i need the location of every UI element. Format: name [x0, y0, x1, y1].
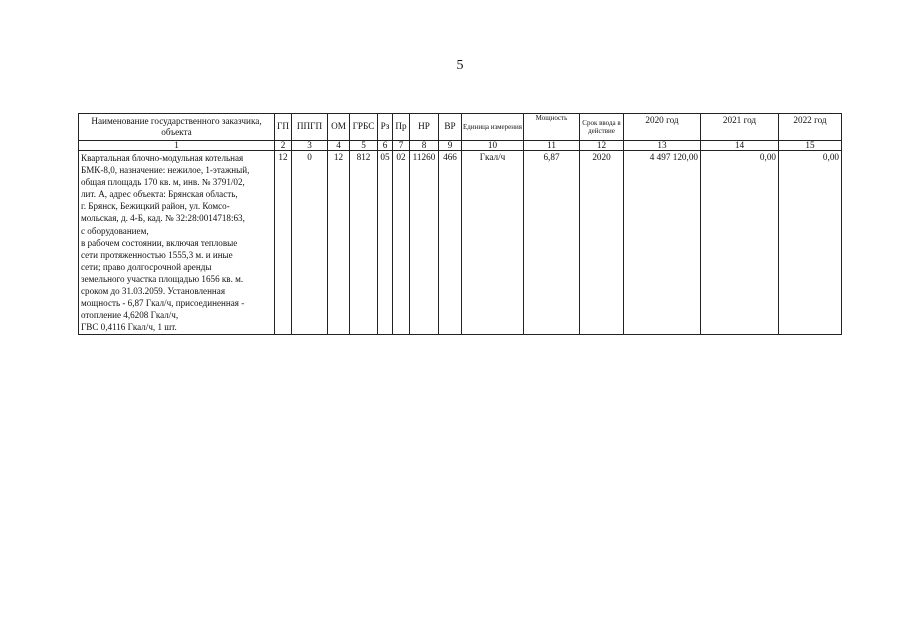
- column-number: 9: [439, 141, 462, 151]
- header-power: Мощность: [524, 114, 580, 141]
- header-unit: Единица измерения: [462, 114, 524, 141]
- cell-nr: 11260: [410, 151, 439, 335]
- cell-ppgp: 0: [292, 151, 328, 335]
- column-number: 14: [701, 141, 779, 151]
- column-number: 15: [779, 141, 842, 151]
- header-name: Наименование государственного заказчика, объекта: [79, 114, 275, 141]
- cell-commissioning: 2020: [580, 151, 624, 335]
- cell-om: 12: [328, 151, 350, 335]
- header-2020: 2020 год: [624, 114, 701, 141]
- column-number: 11: [524, 141, 580, 151]
- column-number: 8: [410, 141, 439, 151]
- header-ppgp: ППГП: [292, 114, 328, 141]
- header-row: [79, 114, 842, 141]
- header-commissioning: Срок ввода в действие: [580, 114, 624, 141]
- header-om: ОМ: [328, 114, 350, 141]
- column-number: 7: [393, 141, 410, 151]
- column-number-row: [79, 141, 842, 151]
- budget-table: [78, 113, 842, 335]
- column-number: 13: [624, 141, 701, 151]
- column-number: 1: [79, 141, 275, 151]
- table-row: [79, 151, 842, 335]
- cell-2022: 0,00: [779, 151, 842, 335]
- column-number: 5: [350, 141, 378, 151]
- column-number: 6: [378, 141, 393, 151]
- column-number: 4: [328, 141, 350, 151]
- cell-vr: 466: [439, 151, 462, 335]
- column-number: 2: [275, 141, 292, 151]
- header-pr: Пр: [393, 114, 410, 141]
- cell-2020: 4 497 120,00: [624, 151, 701, 335]
- header-rz: Рз: [378, 114, 393, 141]
- header-nr: НР: [410, 114, 439, 141]
- cell-grbs: 812: [350, 151, 378, 335]
- cell-unit: Гкал/ч: [462, 151, 524, 335]
- column-number: 12: [580, 141, 624, 151]
- column-number: 10: [462, 141, 524, 151]
- header-gp: ГП: [275, 114, 292, 141]
- cell-power: 6,87: [524, 151, 580, 335]
- header-grbs: ГРБС: [350, 114, 378, 141]
- header-vr: ВР: [439, 114, 462, 141]
- cell-pr: 02: [393, 151, 410, 335]
- page-number: 5: [456, 58, 464, 73]
- cell-2021: 0,00: [701, 151, 779, 335]
- cell-rz: 05: [378, 151, 393, 335]
- object-description: Квартальная блочно-модульная котельная БМК-8,0, назначение: нежилое, 1-этажный, общая площадь 170 кв. м, инв. № 3791/02, лит. А, адрес объекта: Брянская область, г. Брянск, Бежицкий район, ул. Комсо- мольская, д. 4-Б, кад. № 32:28:0014718:63, с оборудованием, в рабочем состоянии, включая тепловые сети протяженностью 1555,3 м. и иные сети; право долгосрочной аренды земельного участка площадью 1656 кв. м. сроком до 31.03.2059. Установленная мощность - 6,87 Гкал/ч, присоединенная - отопление 4,6208 Гкал/ч, ГВС 0,4116 Гкал/ч, 1 шт.: [79, 151, 275, 335]
- header-2022: 2022 год: [779, 114, 842, 141]
- column-number: 3: [292, 141, 328, 151]
- header-2021: 2021 год: [701, 114, 779, 141]
- cell-gp: 12: [275, 151, 292, 335]
